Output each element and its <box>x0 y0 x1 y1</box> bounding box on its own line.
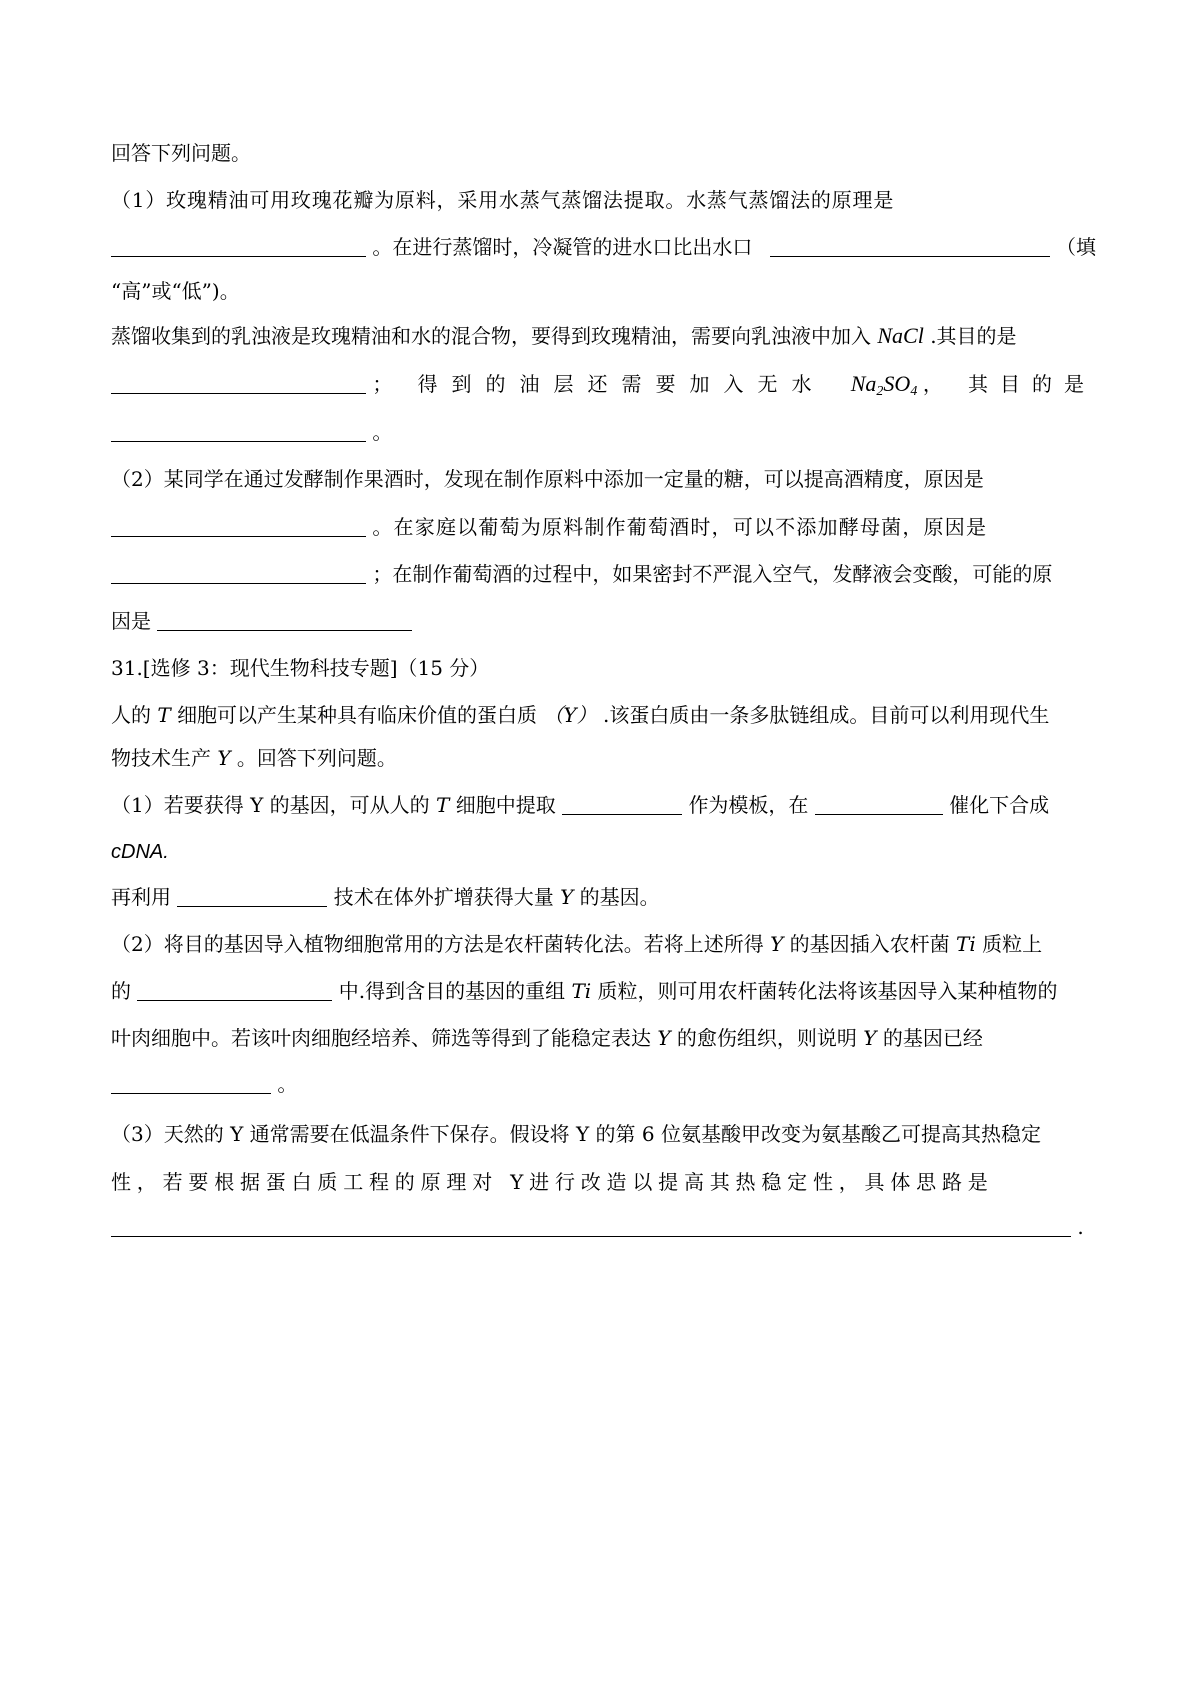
answer-blank[interactable] <box>111 423 366 442</box>
na2so4-formula <box>850 371 923 399</box>
s31-q1-text-4: 催化下合成 <box>949 793 1050 817</box>
na2so4-so: SO <box>883 371 911 396</box>
answer-blank[interactable] <box>111 375 366 394</box>
s31-q1-text-2: 细胞中提取 <box>455 793 556 817</box>
section-31-q3-line-1 <box>111 1117 1096 1151</box>
protein-y-label: Y <box>863 1026 877 1050</box>
q2-text-3: ；在制作葡萄酒的过程中，如果密封不严混入空气，发酵液会变酸，可能的原 <box>372 562 1053 586</box>
protein-y-label: （Y） <box>543 703 597 727</box>
s31-q2-text-2: 的基因插入农杆菌 <box>789 932 950 956</box>
q1-text-7: ； <box>372 372 393 396</box>
q2-text-2: 。在家庭以葡萄为原料制作葡萄酒时，可以不添加酵母菌，原因是 <box>372 515 988 539</box>
section-31-text: 31.[选修 3：现代生物科技专题]（15 分） <box>111 656 490 680</box>
section-31-q2-line-1 <box>111 927 1096 961</box>
cdna-label: cDNA. <box>111 841 169 863</box>
section-31-line-1 <box>111 698 1096 732</box>
s31-text-1: 人的 <box>111 703 151 727</box>
s31-q1-text-7: 的基因。 <box>579 885 660 909</box>
answer-blank[interactable] <box>815 796 943 815</box>
section-31-q1-line-3 <box>111 880 1096 914</box>
q1-line-1 <box>111 183 1096 217</box>
q2-line-3 <box>111 557 1096 591</box>
section-31-line-2 <box>111 741 1096 775</box>
na2so4-na: Na <box>850 371 877 396</box>
section-31-title <box>111 651 1096 685</box>
intro-text: 回答下列问题。 <box>111 141 251 165</box>
s31-text-3: .该蛋白质由一条多肽链组成。目前可以利用现代生 <box>602 703 1050 727</box>
section-31-q3-line-3 <box>111 1210 1096 1244</box>
q2-line-4 <box>111 604 1096 638</box>
s31-q2-text-8: 的愈伤组织，则说明 <box>676 1026 857 1050</box>
protein-y-label: Y <box>770 932 784 956</box>
ti-plasmid-label: Ti <box>571 979 592 1003</box>
s31-q2-text-6: 质粒，则可用农杆菌转化法将该基因导入某种植物的 <box>597 979 1058 1003</box>
q1-text-11: 。 <box>372 420 393 444</box>
s31-q1-text-5: 再利用 <box>111 885 171 909</box>
protein-y-label: Y <box>657 1026 671 1050</box>
section-31-q2-line-2 <box>111 974 1096 1008</box>
q1-text-5: 蒸馏收集到的乳浊液是玫瑰精油和水的混合物，要得到玫瑰精油，需要向乳浊液中加入 <box>111 324 871 348</box>
protein-y-label: Y <box>560 885 574 909</box>
q1-text-10: 其目的是 <box>968 372 1096 396</box>
s31-q2-text-3: 质粒上 <box>982 932 1043 956</box>
q1-text-3: （填 <box>1056 235 1096 259</box>
q1-line-4 <box>111 319 1096 353</box>
answer-blank[interactable] <box>177 888 327 907</box>
s31-text-4: 物技术生产 <box>111 746 211 770</box>
q1-line-5 <box>111 367 1096 401</box>
answer-blank[interactable] <box>137 982 332 1001</box>
section-31-q3-line-2 <box>111 1165 1096 1199</box>
q1-text-9: ， <box>922 372 943 396</box>
s31-q1-text-6: 技术在体外扩增获得大量 <box>333 885 554 909</box>
q1-text-1: （1）玫瑰精油可用玫瑰花瓣为原料，采用水蒸气蒸馏法提取。水蒸气蒸馏法的原理是 <box>111 188 895 212</box>
na2so4-subscript-2: 2 <box>876 384 884 399</box>
q1-line-3 <box>111 274 1096 308</box>
intro-line <box>111 136 1096 170</box>
s31-q1-text-3: 作为模板，在 <box>688 793 809 817</box>
answer-blank[interactable] <box>111 1075 271 1094</box>
t-cell-label: T <box>157 703 171 727</box>
answer-blank[interactable] <box>111 565 366 584</box>
s31-q2-text-7: 叶肉细胞中。若该叶肉细胞经培养、筛选等得到了能稳定表达 <box>111 1026 651 1050</box>
q1-text-4: “高”或“低”)。 <box>111 279 240 303</box>
answer-blank[interactable] <box>157 612 412 631</box>
s31-q2-text-1: （2）将目的基因导入植物细胞常用的方法是农杆菌转化法。若将上述所得 <box>111 932 764 956</box>
s31-q2-text-5: 中.得到含目的基因的重组 <box>338 979 566 1003</box>
section-31-q2-line-4 <box>111 1067 1096 1101</box>
ti-plasmid-label: Ti <box>956 932 976 956</box>
q2-line-2 <box>111 510 1096 544</box>
s31-text-5: 。回答下列问题。 <box>236 746 397 770</box>
answer-blank[interactable] <box>770 238 1050 257</box>
q1-text-2: 。在进行蒸馏时，冷凝管的进水口比出水口 <box>372 235 753 259</box>
q2-text-1: （2）某同学在通过发酵制作果酒时，发现在制作原料中添加一定量的糖，可以提高酒精度，原因是 <box>111 467 984 491</box>
nacl-formula: NaCl <box>877 323 924 348</box>
section-31-q1-line-1 <box>111 788 1096 822</box>
na2so4-subscript-4: 4 <box>910 384 918 399</box>
q1-text-8: 得到的油层还需要加入无水 <box>417 372 826 396</box>
q2-line-1 <box>111 462 1096 496</box>
q1-line-6 <box>111 415 1096 449</box>
answer-blank[interactable] <box>111 238 366 257</box>
section-31-q2-line-3 <box>111 1021 1096 1055</box>
s31-q3-text-1: （3）天然的 Y 通常需要在低温条件下保存。假设将 Y 的第 6 位氨基酸甲改变为氨基酸乙可提高其热稳定 <box>111 1122 1041 1146</box>
s31-q2-text-4: 的 <box>111 979 131 1003</box>
section-31-q1-line-2 <box>111 834 1096 868</box>
answer-blank[interactable] <box>111 518 366 537</box>
t-cell-label: T <box>436 793 450 817</box>
s31-q3-text-2: 性，若要根据蛋白质工程的原理对 Y进行改造以提高其热稳定性，具体思路是 <box>111 1170 994 1194</box>
s31-q2-text-10: 。 <box>277 1072 298 1096</box>
q2-text-4: 因是 <box>111 609 151 633</box>
answer-blank[interactable] <box>111 1218 1071 1237</box>
q1-line-2 <box>111 230 1096 264</box>
protein-y-label: Y <box>217 746 231 770</box>
s31-q3-text-3: . <box>1077 1215 1084 1239</box>
q1-text-6: .其目的是 <box>930 324 1017 348</box>
answer-blank[interactable] <box>562 796 682 815</box>
s31-q1-text-1: （1）若要获得 Y 的基因，可从人的 <box>111 793 430 817</box>
s31-text-2: 细胞可以产生某种具有临床价值的蛋白质 <box>177 703 538 727</box>
s31-q2-text-9: 的基因已经 <box>882 1026 983 1050</box>
